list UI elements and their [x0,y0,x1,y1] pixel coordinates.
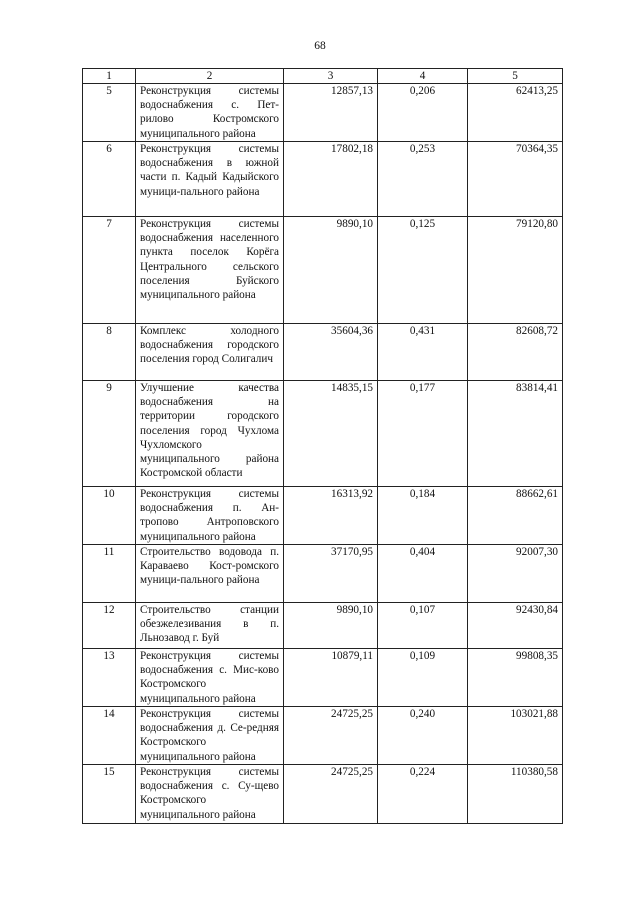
row-number: 12 [83,603,136,649]
value-col3: 12857,13 [284,84,378,142]
table-row [83,84,563,142]
value-col3: 35604,36 [284,324,378,381]
value-col3: 37170,95 [284,545,378,603]
table-row [83,707,563,765]
row-number: 14 [83,707,136,765]
column-header-3: 3 [284,69,378,84]
value-col4: 0,107 [378,603,468,649]
value-col3: 14835,15 [284,381,378,487]
value-col5: 103021,88 [468,707,563,765]
table-row [83,765,563,824]
project-name: Реконструкция системы водоснабжения с. Мис-ково Костромского муниципального района [136,649,284,707]
value-col5: 110380,58 [468,765,563,824]
row-number: 15 [83,765,136,824]
value-col4: 0,109 [378,649,468,707]
project-name: Строительство водовода п. Караваево Кост-ромского муници-пального района [136,545,284,603]
project-name: Реконструкция системы водоснабжения п. Ан-тропово Антроповского муниципального района [136,487,284,545]
project-name: Реконструкция системы водоснабжения населенного пункта поселок Корёга Центрального сельского поселения Буйского муниципального района [136,217,284,324]
row-number: 10 [83,487,136,545]
table-row [83,142,563,217]
project-name: Реконструкция системы водоснабжения д. Се-редняя Костромского муниципального района [136,707,284,765]
value-col5: 79120,80 [468,217,563,324]
data-table [82,68,563,824]
value-col3: 24725,25 [284,765,378,824]
table-row [83,603,563,649]
value-col4: 0,404 [378,545,468,603]
column-header-1: 1 [83,69,136,84]
project-name: Реконструкция системы водоснабжения с. Пет-рилово Костромского муниципального района [136,84,284,142]
value-col5: 99808,35 [468,649,563,707]
value-col5: 92007,30 [468,545,563,603]
project-name: Улучшение качества водоснабжения на территории городского поселения город Чухлома Чухломского муниципального района Костромской области [136,381,284,487]
row-number: 5 [83,84,136,142]
table-row [83,217,563,324]
value-col4: 0,177 [378,381,468,487]
table-header-row [83,69,563,84]
project-name: Реконструкция системы водоснабжения с. Су-щево Костромского муниципального района [136,765,284,824]
value-col3: 9890,10 [284,603,378,649]
column-header-5: 5 [468,69,563,84]
value-col5: 88662,61 [468,487,563,545]
row-number: 11 [83,545,136,603]
row-number: 9 [83,381,136,487]
table-row [83,487,563,545]
value-col3: 24725,25 [284,707,378,765]
row-number: 6 [83,142,136,217]
value-col4: 0,431 [378,324,468,381]
project-name: Строительство станции обезжелезивания в п. Льнозавод г. Буй [136,603,284,649]
value-col3: 9890,10 [284,217,378,324]
row-number: 8 [83,324,136,381]
value-col4: 0,240 [378,707,468,765]
column-header-2: 2 [136,69,284,84]
table-row [83,649,563,707]
value-col4: 0,253 [378,142,468,217]
page-number: 68 [314,40,326,52]
value-col4: 0,224 [378,765,468,824]
value-col5: 92430,84 [468,603,563,649]
value-col5: 70364,35 [468,142,563,217]
value-col3: 17802,18 [284,142,378,217]
value-col5: 62413,25 [468,84,563,142]
value-col4: 0,206 [378,84,468,142]
value-col5: 82608,72 [468,324,563,381]
table-row [83,545,563,603]
project-name: Комплекс холодного водоснабжения городского поселения город Солигалич [136,324,284,381]
value-col3: 16313,92 [284,487,378,545]
value-col5: 83814,41 [468,381,563,487]
value-col4: 0,184 [378,487,468,545]
project-name: Реконструкция системы водоснабжения в южной части п. Кадый Кадыйского муници-пального района [136,142,284,217]
table-row [83,324,563,381]
column-header-4: 4 [378,69,468,84]
value-col4: 0,125 [378,217,468,324]
table-row [83,381,563,487]
row-number: 7 [83,217,136,324]
value-col3: 10879,11 [284,649,378,707]
row-number: 13 [83,649,136,707]
